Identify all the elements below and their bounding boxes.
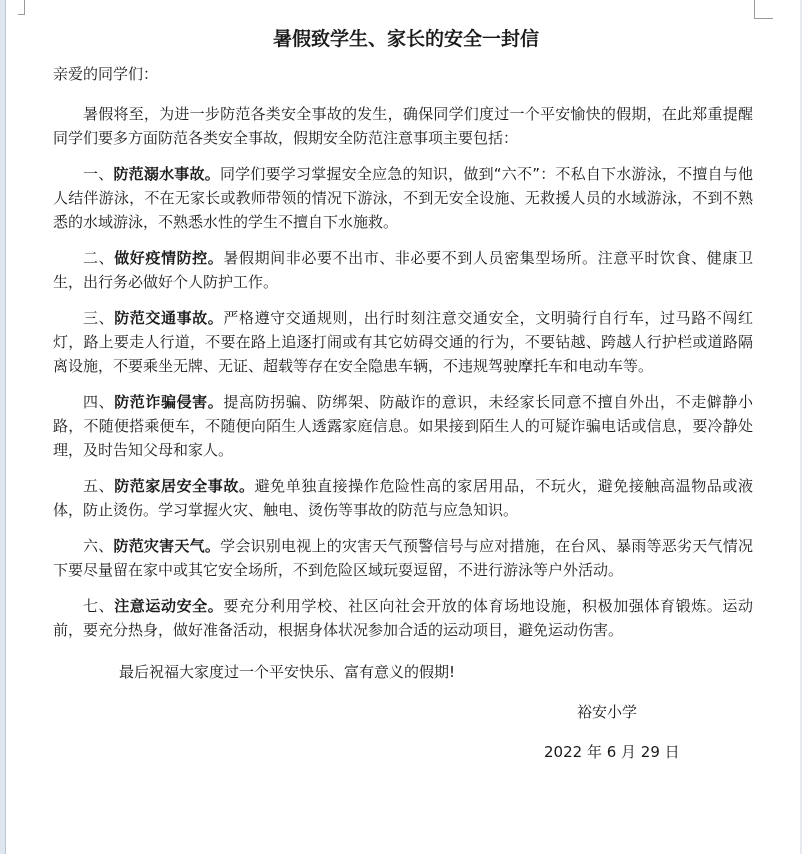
section-number: 二、 [83, 249, 115, 267]
section-paragraph [53, 390, 753, 462]
section-body: 严格遵守交通规则，出行时刻注意交通安全，文明骑行自行车，过马路不闯红灯，路上要走人行道，不要在路上追逐打闹或有其它妨碍交通的行为，不要钻越、跨越人行护栏或道路隔离设施，不要乘坐无牌、无证、超载等存在安全隐患车辆，不违规驾驶摩托车和电动车等。 [53, 309, 753, 375]
section-heading: 防范交通事故。 [114, 309, 224, 327]
section-heading: 做好疫情防控。 [114, 249, 224, 267]
page-corner-mark-right [754, 0, 773, 19]
section-body: 同学们要学习掌握安全应急的知识，做到“六不”：不私自下水游泳，不擅自与他人结伴游泳，不在无家长或教师带领的情况下游泳，不到无安全设施、无救援人员的水域游泳，不到不熟悉的水域游泳，不熟悉水性的学生不擅自下水施救。 [53, 165, 753, 231]
section-paragraph [53, 162, 753, 234]
section-number: 五、 [83, 477, 115, 495]
section-number: 一、 [83, 165, 114, 183]
section-paragraph [53, 474, 753, 522]
section-number: 四、 [83, 393, 115, 411]
section-heading: 注意运动安全。 [114, 597, 224, 615]
intro-paragraph: 暑假将至，为进一步防范各类安全事故的发生，确保同学们度过一个平安愉快的假期，在此郑重提醒同学们要多方面防范各类安全事故，假期安全防范注意事项主要包括： [53, 105, 753, 147]
section-paragraph [53, 306, 753, 378]
section-number: 三、 [83, 309, 115, 327]
section-paragraph [53, 594, 753, 642]
section-number: 六、 [83, 537, 114, 555]
section-body: 暑假期间非必要不出市、非必要不到人员密集型场所。注意平时饮食、健康卫生，出行务必做好个人防护工作。 [53, 249, 753, 291]
section-body: 要充分利用学校、社区向社会开放的体育场地设施，积极加强体育锻炼。运动前，要充分热身，做好准备活动，根据身体状况参加合适的运动项目，避免运动伤害。 [53, 597, 753, 639]
page-corner-mark-left [18, 0, 25, 15]
signature-date: 2022 年 6 月 29 日 [544, 743, 680, 761]
section-paragraph [53, 246, 753, 294]
section-body: 避免单独直接操作危险性高的家居用品，不玩火，避免接触高温物品或液体，防止烫伤。学习掌握火灾、触电、烫伤等事故的防范与应急知识。 [53, 477, 753, 519]
section-heading: 防范溺水事故。 [113, 165, 220, 183]
section-paragraph [53, 534, 753, 582]
closing-wish: 最后祝福大家度过一个平安快乐、富有意义的假期! [119, 663, 456, 681]
document-title: 暑假致学生、家长的安全一封信 [272, 28, 539, 50]
section-heading: 防范家居安全事故。 [114, 477, 255, 495]
greeting: 亲爱的同学们： [53, 65, 159, 83]
section-number: 七、 [83, 597, 115, 615]
signature-school: 裕安小学 [577, 703, 638, 721]
section-body: 学会识别电视上的灾害天气预警信号与应对措施，在台风、暴雨等恶劣天气情况下要尽量留在家中或其它安全场所，不到危险区域玩耍逗留，不进行游泳等户外活动。 [53, 537, 753, 579]
section-body: 提高防拐骗、防绑架、防敲诈的意识，未经家长同意不擅自外出，不走僻静小路，不随便搭乘便车，不随便向陌生人透露家庭信息。如果接到陌生人的可疑诈骗电话或信息，要冷静处理，及时告知父母和家人。 [53, 393, 753, 459]
page-left-border [0, 0, 6, 854]
section-heading: 防范诈骗侵害。 [114, 393, 224, 411]
section-heading: 防范灾害天气。 [113, 537, 221, 555]
document-body [53, 26, 753, 764]
